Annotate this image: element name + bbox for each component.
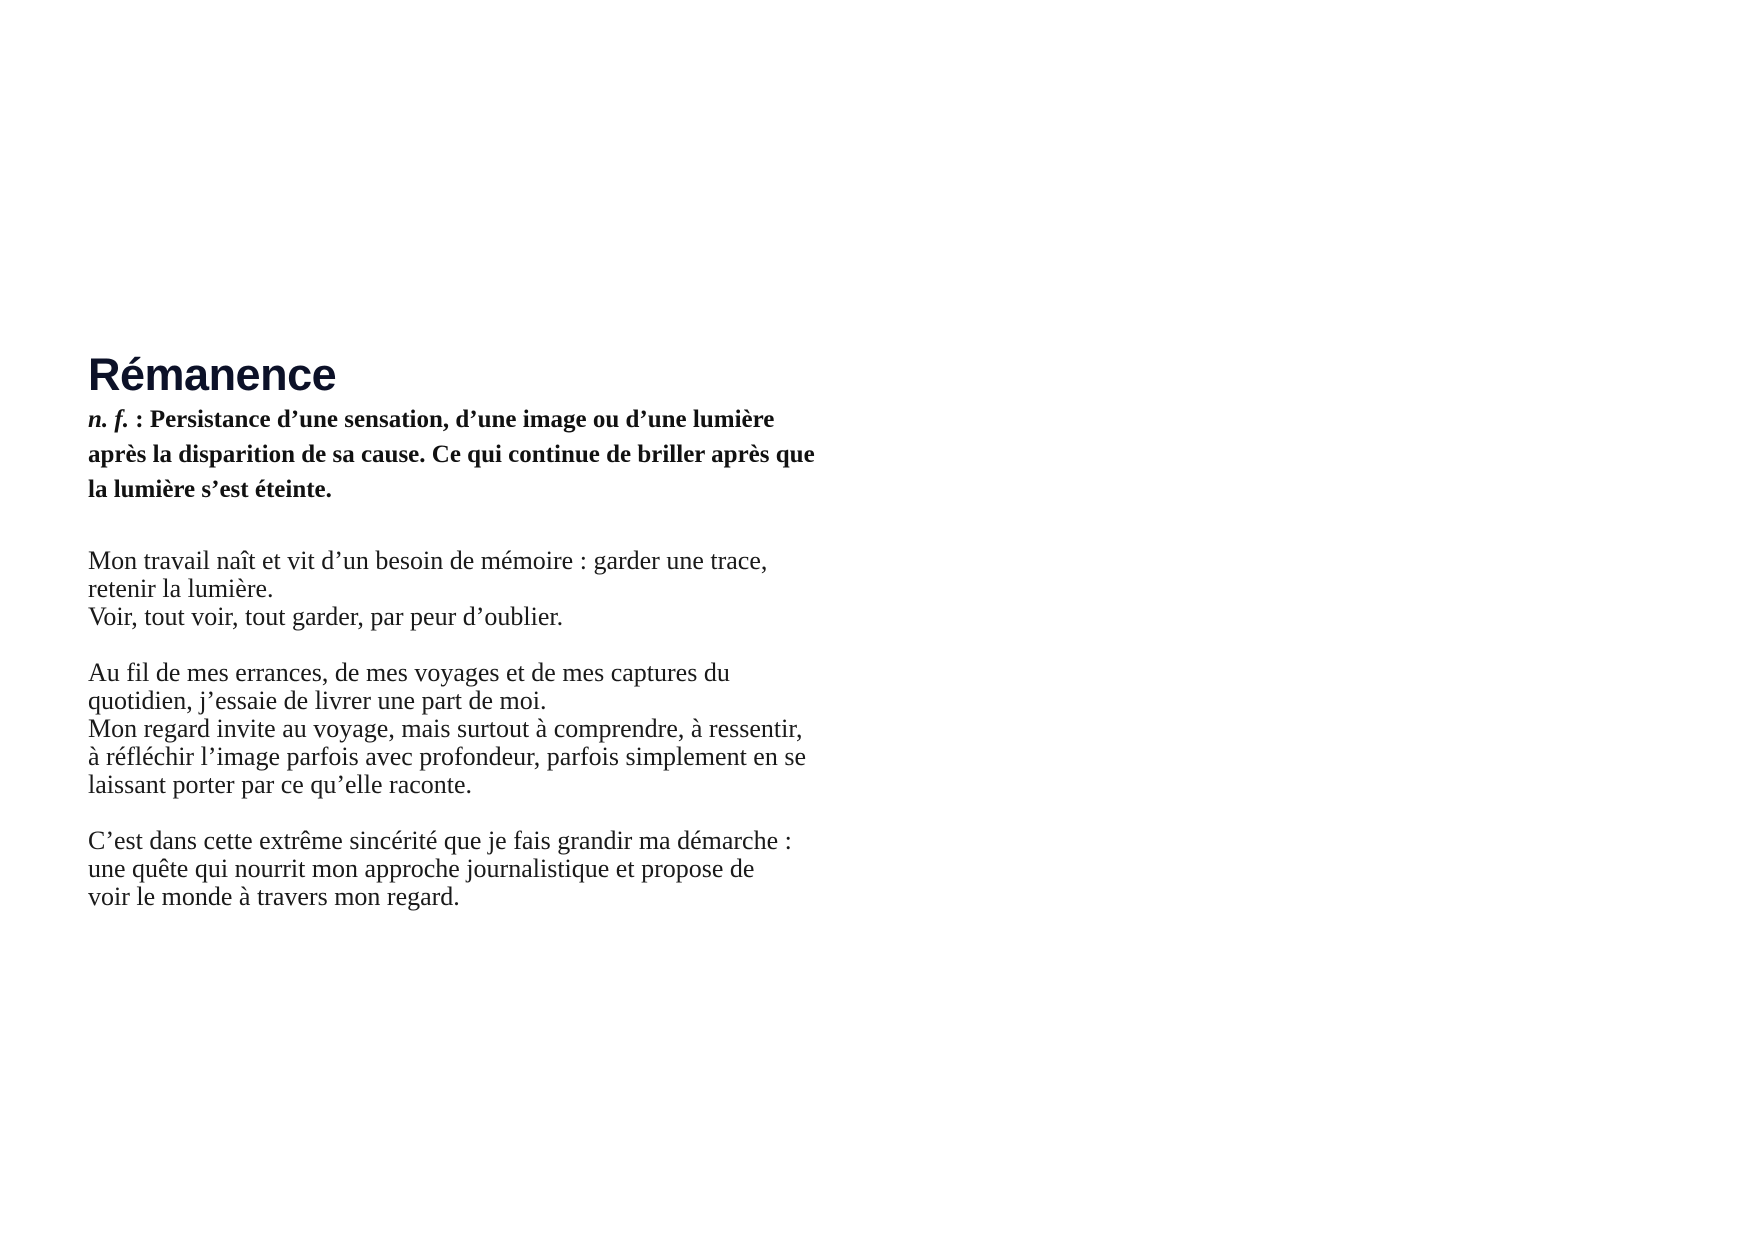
paragraph-line: retenir la lumière.: [88, 574, 274, 603]
paragraph-line: laissant porter par ce qu’elle raconte.: [88, 770, 473, 799]
paragraph-line: Au fil de mes errances, de mes voyages et de mes captures du: [88, 658, 730, 687]
body-text: [88, 547, 888, 911]
paragraph-line: Mon regard invite au voyage, mais surtout à comprendre, à ressentir,: [88, 714, 803, 743]
paragraph-line: quotidien, j’essaie de livrer une part de moi.: [88, 686, 547, 715]
definition: [88, 402, 888, 507]
paragraph-line: voir le monde à travers mon regard.: [88, 882, 460, 911]
paragraph-line: une quête qui nourrit mon approche journalistique et propose de: [88, 854, 755, 883]
definition-line-3: la lumière s’est éteinte.: [88, 476, 332, 503]
definition-line-1: [88, 402, 888, 437]
page-title: Rémanence: [88, 349, 337, 400]
paragraph-2: [88, 659, 888, 799]
definition-line-2: après la disparition de sa cause. Ce qui continue de briller après que: [88, 441, 815, 468]
definition-separator: :: [128, 406, 150, 433]
paragraph-line: Mon travail naît et vit d’un besoin de mémoire : garder une trace,: [88, 546, 768, 575]
paragraph-line: C’est dans cette extrême sincérité que je fais grandir ma démarche :: [88, 826, 792, 855]
paragraph-line: à réfléchir l’image parfois avec profondeur, parfois simplement en se: [88, 742, 806, 771]
text-block: [88, 348, 888, 911]
definition-text-1: Persistance d’une sensation, d’une image ou d’une lumière: [149, 406, 775, 433]
part-of-speech: n. f.: [88, 406, 129, 433]
paragraph-3: [88, 827, 888, 911]
paragraph-line: Voir, tout voir, tout garder, par peur d’oublier.: [88, 602, 564, 631]
paragraph-1: [88, 547, 888, 631]
